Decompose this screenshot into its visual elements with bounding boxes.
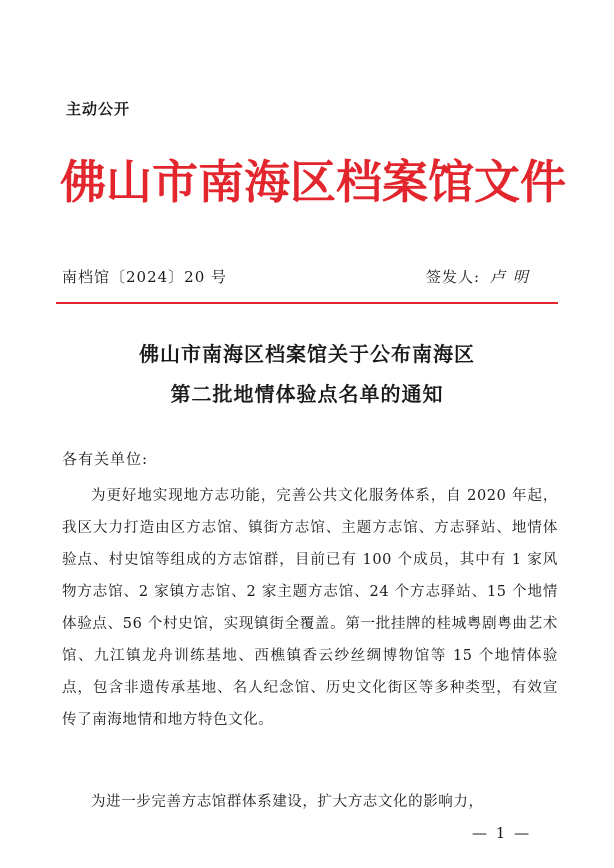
signer-block [426, 266, 536, 287]
body-paragraph-1: 为更好地实现地方志功能，完善公共文化服务体系，自 2020 年起，我区大力打造由区方志馆、镇街方志馆、主题方志馆、方志驿站、地情体验点、村史馆等组成的方志馆群，目前已有 100 个成员，其中有 1 家风物方志馆、2 家镇方志馆、2 家主题方志馆、24 个方志驿站、15 个地情体验点、56 个村史馆，实现镇街全覆盖。第一批挂牌的桂城粤剧粤曲艺术馆、九江镇龙舟训练基地、西樵镇香云纱丝绸博物馆等 15 个地情体验点，包含非遗传承基地、名人纪念馆、历史文化街区等多种类型，有效宣传了南海地情和地方特色文化。 [62, 488, 558, 728]
red-separator-rule [56, 302, 558, 304]
document-number: 南档馆〔2024〕20 号 [62, 268, 228, 286]
document-masthead: 佛山市南海区档案馆文件 [60, 155, 566, 209]
title-line-1: 佛山市南海区档案馆关于公布南海区 [139, 342, 475, 366]
signer-label: 签发人: [426, 268, 481, 286]
document-title [56, 334, 558, 414]
title-line-2: 第二批地情体验点名单的通知 [170, 382, 444, 406]
body-paragraph-2: 为进一步完善方志馆群体系建设，扩大方志文化的影响力， [91, 794, 484, 810]
page-number: — 1 — [472, 824, 532, 842]
salutation: 各有关单位: [62, 450, 149, 468]
public-disclosure-label: 主动公开 [66, 100, 131, 118]
signer-name: 卢明 [489, 268, 536, 286]
